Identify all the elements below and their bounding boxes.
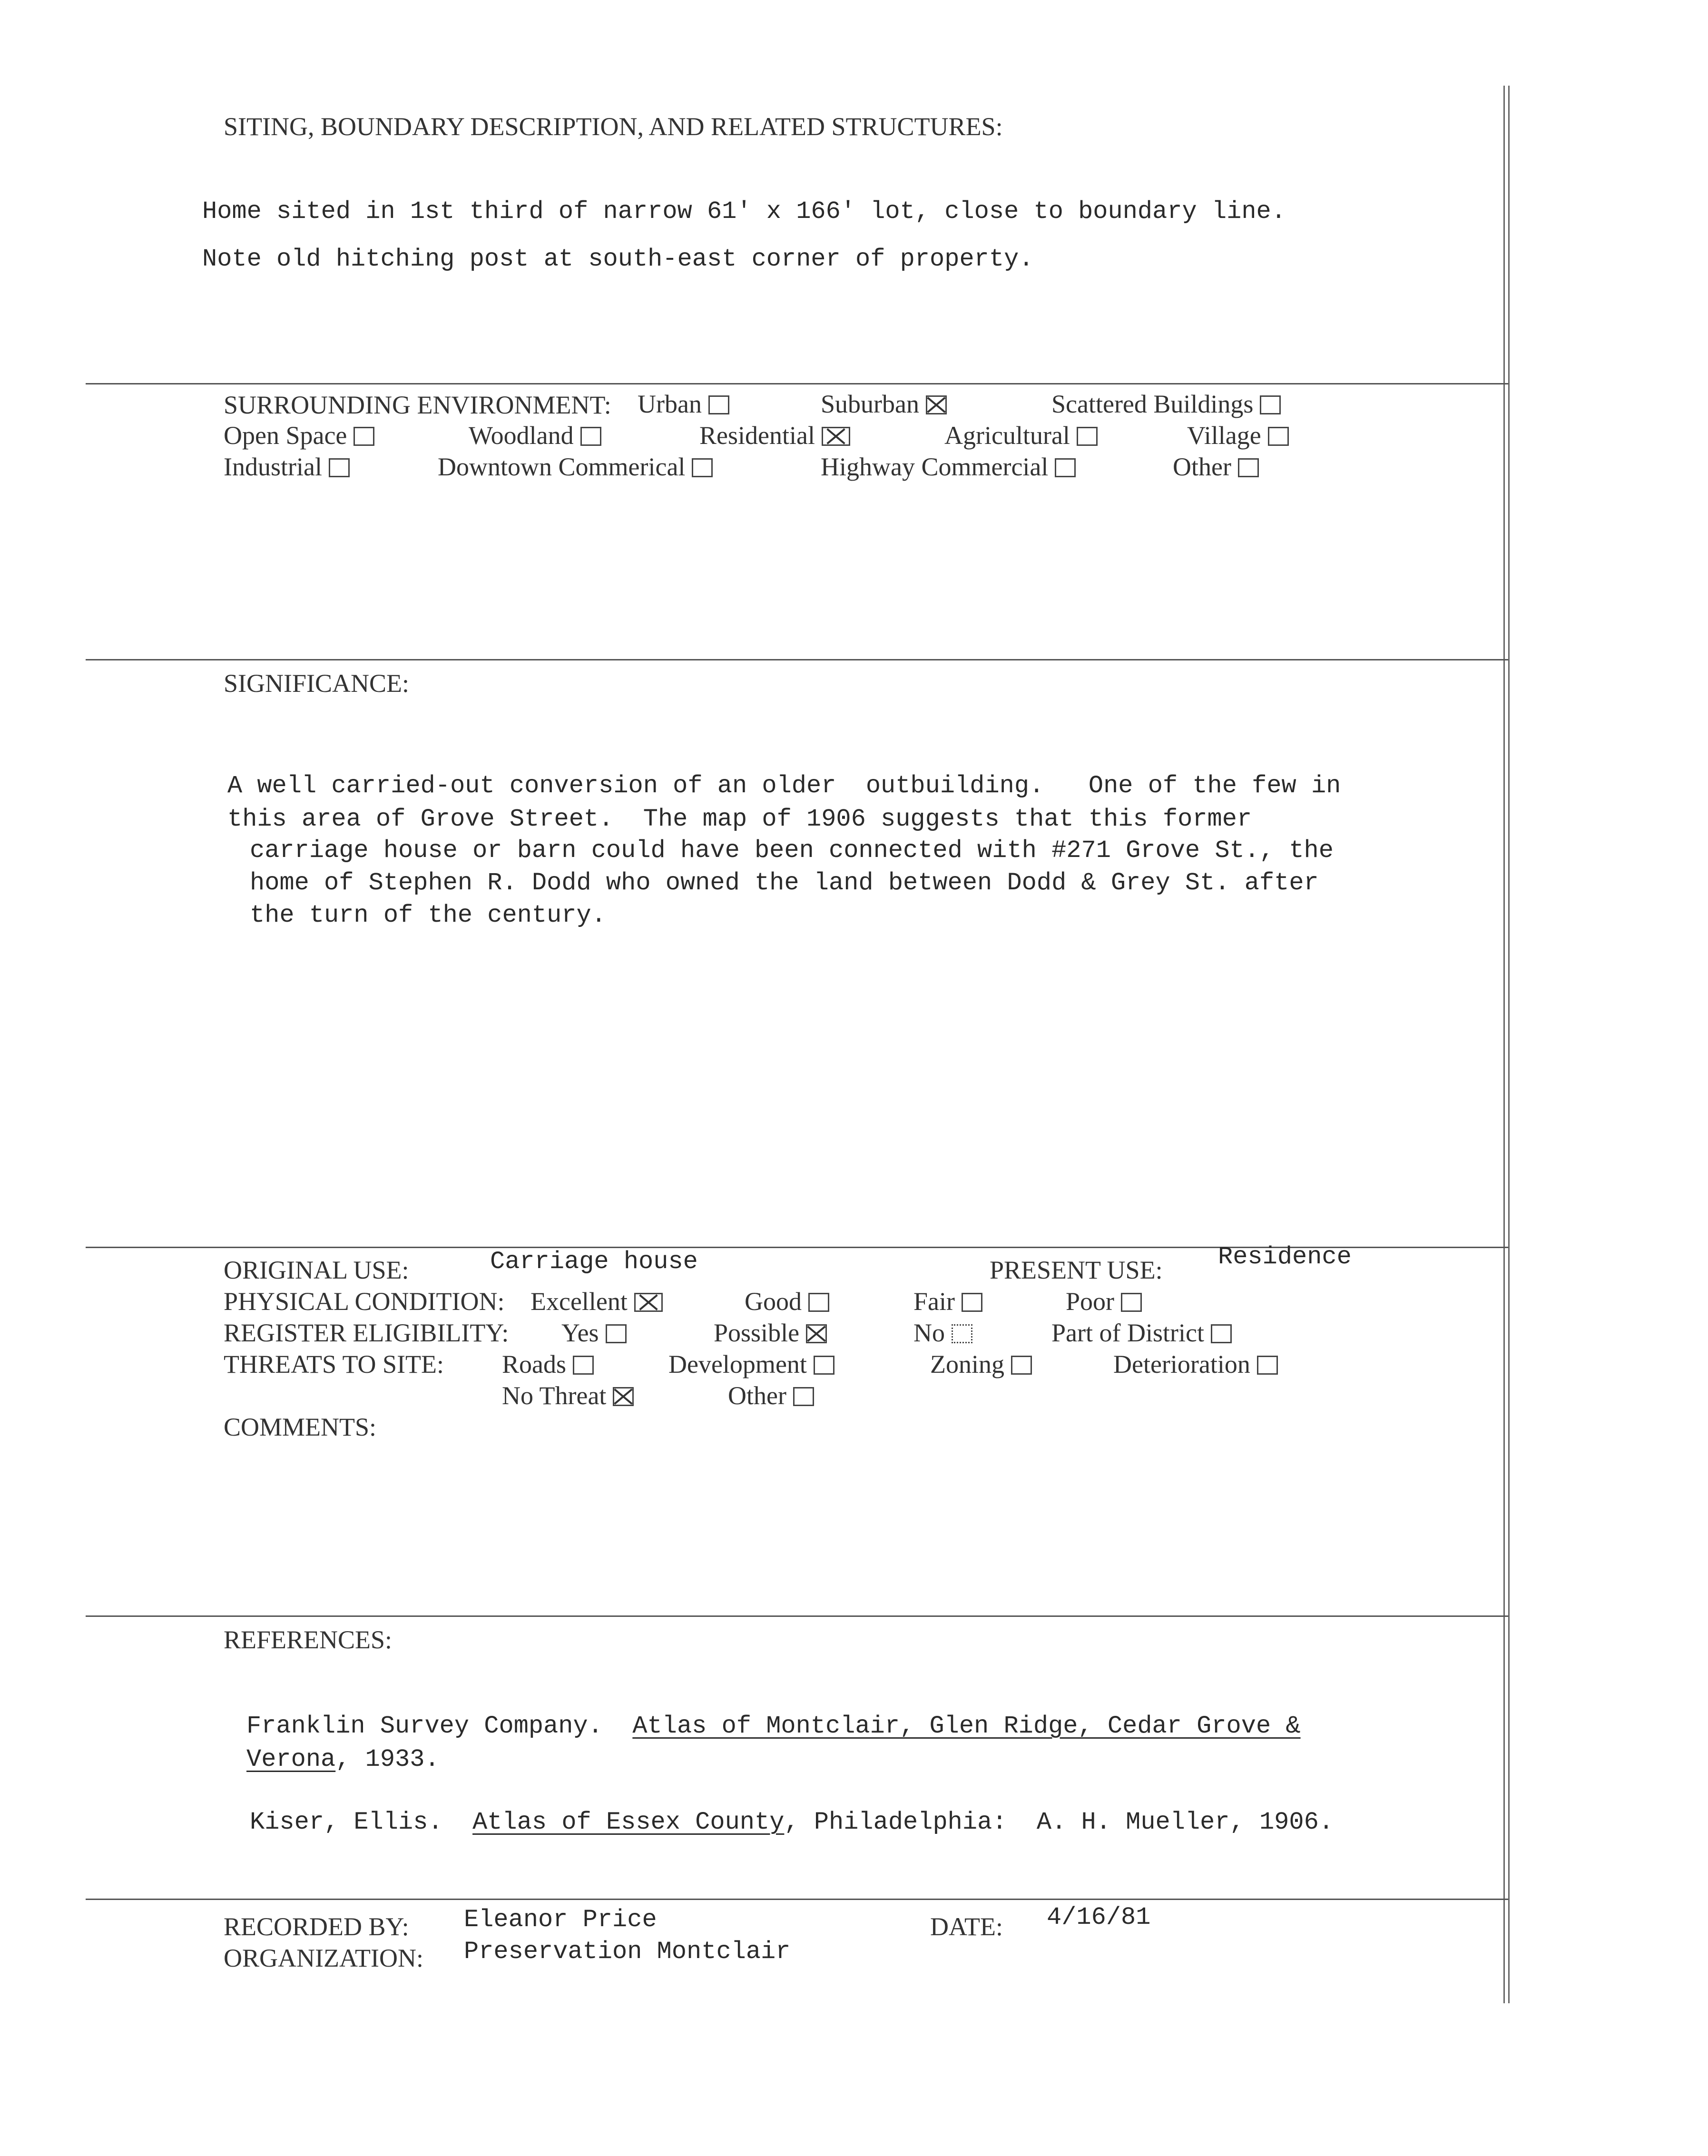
checkbox-good[interactable] (808, 1293, 829, 1312)
option-good-label: Good (745, 1287, 802, 1316)
reference-1-title: Atlas of Montclair, Glen Ridge, Cedar Grove & (632, 1712, 1301, 1740)
option-other-environment-label: Other (1173, 453, 1231, 481)
option-excellent-label: Excellent (530, 1287, 628, 1316)
recorded-by-label: RECORDED BY: (224, 1912, 409, 1941)
checkbox-agricultural[interactable] (1077, 427, 1098, 446)
option-industrial[interactable] (224, 452, 350, 482)
checkbox-residential[interactable] (822, 427, 850, 446)
reference-1-title-end: Verona (246, 1745, 336, 1773)
reference-1-author: Franklin Survey Company. (246, 1712, 603, 1740)
option-development-label: Development (668, 1350, 807, 1378)
reference-1-year: , 1933. (335, 1745, 440, 1773)
checkbox-downtown-commercial[interactable] (692, 458, 713, 477)
option-deterioration[interactable] (1113, 1349, 1278, 1379)
checkbox-urban[interactable] (708, 395, 729, 414)
option-urban-label: Urban (638, 390, 702, 418)
option-yes-label: Yes (561, 1319, 599, 1347)
significance-label: SIGNIFICANCE: (224, 669, 410, 698)
checkbox-possible[interactable] (806, 1324, 827, 1343)
checkbox-industrial[interactable] (329, 458, 350, 477)
option-excellent[interactable] (530, 1287, 663, 1316)
option-roads[interactable] (502, 1349, 594, 1379)
checkbox-no-threat[interactable] (613, 1387, 634, 1406)
option-possible-label: Possible (714, 1319, 800, 1347)
option-agricultural[interactable] (944, 421, 1098, 450)
recorded-by-value: Eleanor Price (464, 1906, 657, 1934)
siting-line-2: Note old hitching post at south-east corner of property. (202, 245, 1034, 273)
section-divider (86, 659, 1508, 660)
checkbox-scattered-buildings[interactable] (1260, 395, 1281, 414)
checkbox-excellent[interactable] (634, 1293, 663, 1312)
option-no-threat[interactable] (502, 1381, 634, 1410)
section-divider (86, 1615, 1508, 1617)
checkbox-development[interactable] (814, 1356, 834, 1375)
option-open-space-label: Open Space (224, 421, 347, 450)
date-value: 4/16/81 (1047, 1903, 1151, 1931)
option-no-threat-label: No Threat (502, 1381, 607, 1410)
checkbox-poor[interactable] (1121, 1293, 1142, 1312)
checkbox-part-of-district[interactable] (1211, 1324, 1232, 1343)
option-woodland[interactable] (469, 421, 601, 450)
option-no[interactable] (913, 1318, 972, 1348)
checkbox-open-space[interactable] (353, 427, 374, 446)
organization-value: Preservation Montclair (464, 1938, 791, 1966)
option-zoning[interactable] (930, 1349, 1032, 1379)
reference-1-line-1 (246, 1712, 1301, 1740)
significance-line-1: A well carried-out conversion of an older outbuilding. One of the few in (227, 772, 1341, 800)
threats-label: THREATS TO SITE: (224, 1350, 444, 1378)
option-scattered-buildings-label: Scattered Buildings (1051, 390, 1254, 418)
comments-label: COMMENTS: (224, 1413, 377, 1441)
option-other-environment[interactable] (1173, 452, 1259, 482)
option-other-threat-label: Other (728, 1381, 786, 1410)
environment-label: SURROUNDING ENVIRONMENT: (224, 391, 611, 419)
checkbox-other-threat[interactable] (793, 1387, 814, 1406)
option-other-threat[interactable] (728, 1381, 814, 1410)
section-divider (86, 1899, 1508, 1900)
option-woodland-label: Woodland (469, 421, 574, 450)
significance-line-2: this area of Grove Street. The map of 1906 suggests that this former (227, 805, 1252, 833)
reference-2 (250, 1808, 1334, 1836)
physical-condition-label: PHYSICAL CONDITION: (224, 1287, 505, 1316)
original-use-value: Carriage house (490, 1248, 698, 1276)
date-label: DATE: (930, 1912, 1003, 1941)
option-urban[interactable] (638, 389, 729, 419)
checkbox-yes[interactable] (606, 1324, 627, 1343)
option-poor-label: Poor (1066, 1287, 1115, 1316)
register-eligibility-label: REGISTER ELIGIBILITY: (224, 1319, 509, 1347)
significance-line-5: the turn of the century. (250, 901, 606, 929)
checkbox-suburban[interactable] (926, 395, 947, 414)
option-agricultural-label: Agricultural (944, 421, 1070, 450)
checkbox-deterioration[interactable] (1257, 1356, 1278, 1375)
checkbox-highway-commercial[interactable] (1055, 458, 1076, 477)
option-possible[interactable] (714, 1318, 827, 1348)
option-development[interactable] (668, 1349, 834, 1379)
option-good[interactable] (745, 1287, 829, 1316)
significance-line-3: carriage house or barn could have been connected with #271 Grove St., the (250, 837, 1334, 865)
original-use-label: ORIGINAL USE: (224, 1256, 409, 1284)
checkbox-fair[interactable] (962, 1293, 982, 1312)
reference-2-publisher: , Philadelphia: A. H. Mueller, 1906. (784, 1808, 1334, 1836)
option-yes[interactable] (561, 1318, 627, 1348)
siting-label: SITING, BOUNDARY DESCRIPTION, AND RELATED STRUCTURES: (224, 112, 1003, 141)
option-village[interactable] (1187, 421, 1289, 450)
option-suburban[interactable] (821, 389, 947, 419)
option-zoning-label: Zoning (930, 1350, 1004, 1378)
option-open-space[interactable] (224, 421, 374, 450)
option-village-label: Village (1187, 421, 1261, 450)
option-roads-label: Roads (502, 1350, 566, 1378)
option-deterioration-label: Deterioration (1113, 1350, 1250, 1378)
option-part-of-district[interactable] (1051, 1318, 1232, 1348)
option-fair-label: Fair (913, 1287, 955, 1316)
option-part-of-district-label: Part of District (1051, 1319, 1204, 1347)
checkbox-roads[interactable] (573, 1356, 594, 1375)
significance-line-4: home of Stephen R. Dodd who owned the land between Dodd & Grey St. after (250, 869, 1319, 897)
option-residential[interactable] (699, 421, 850, 450)
checkbox-woodland[interactable] (580, 427, 601, 446)
reference-1-line-2 (246, 1745, 440, 1773)
option-industrial-label: Industrial (224, 453, 322, 481)
reference-2-title: Atlas of Essex County (472, 1808, 785, 1836)
siting-line-1: Home sited in 1st third of narrow 61' x 166' lot, close to boundary line. (202, 197, 1286, 226)
option-downtown-commercial-label: Downtown Commerical (438, 453, 686, 481)
option-fair[interactable] (913, 1287, 982, 1316)
option-scattered-buildings[interactable] (1051, 389, 1281, 419)
section-divider (86, 383, 1508, 384)
option-suburban-label: Suburban (821, 390, 919, 418)
present-use-label: PRESENT USE: (990, 1256, 1163, 1284)
right-border-line-inner (1503, 86, 1505, 2003)
right-border-line-outer (1508, 86, 1510, 2003)
checkbox-other-environment[interactable] (1238, 458, 1259, 477)
references-label: REFERENCES: (224, 1625, 393, 1654)
option-highway-commercial[interactable] (821, 452, 1076, 482)
checkbox-no[interactable] (952, 1324, 972, 1343)
option-highway-commercial-label: Highway Commercial (821, 453, 1049, 481)
checkbox-zoning[interactable] (1011, 1356, 1032, 1375)
option-residential-label: Residential (699, 421, 815, 450)
reference-2-author: Kiser, Ellis. (250, 1808, 443, 1836)
present-use-value: Residence (1218, 1243, 1352, 1271)
option-poor[interactable] (1066, 1287, 1142, 1316)
checkbox-village[interactable] (1268, 427, 1289, 446)
organization-label: ORGANIZATION: (224, 1944, 423, 1972)
option-downtown-commercial[interactable] (438, 452, 713, 482)
option-no-label: No (913, 1319, 945, 1347)
